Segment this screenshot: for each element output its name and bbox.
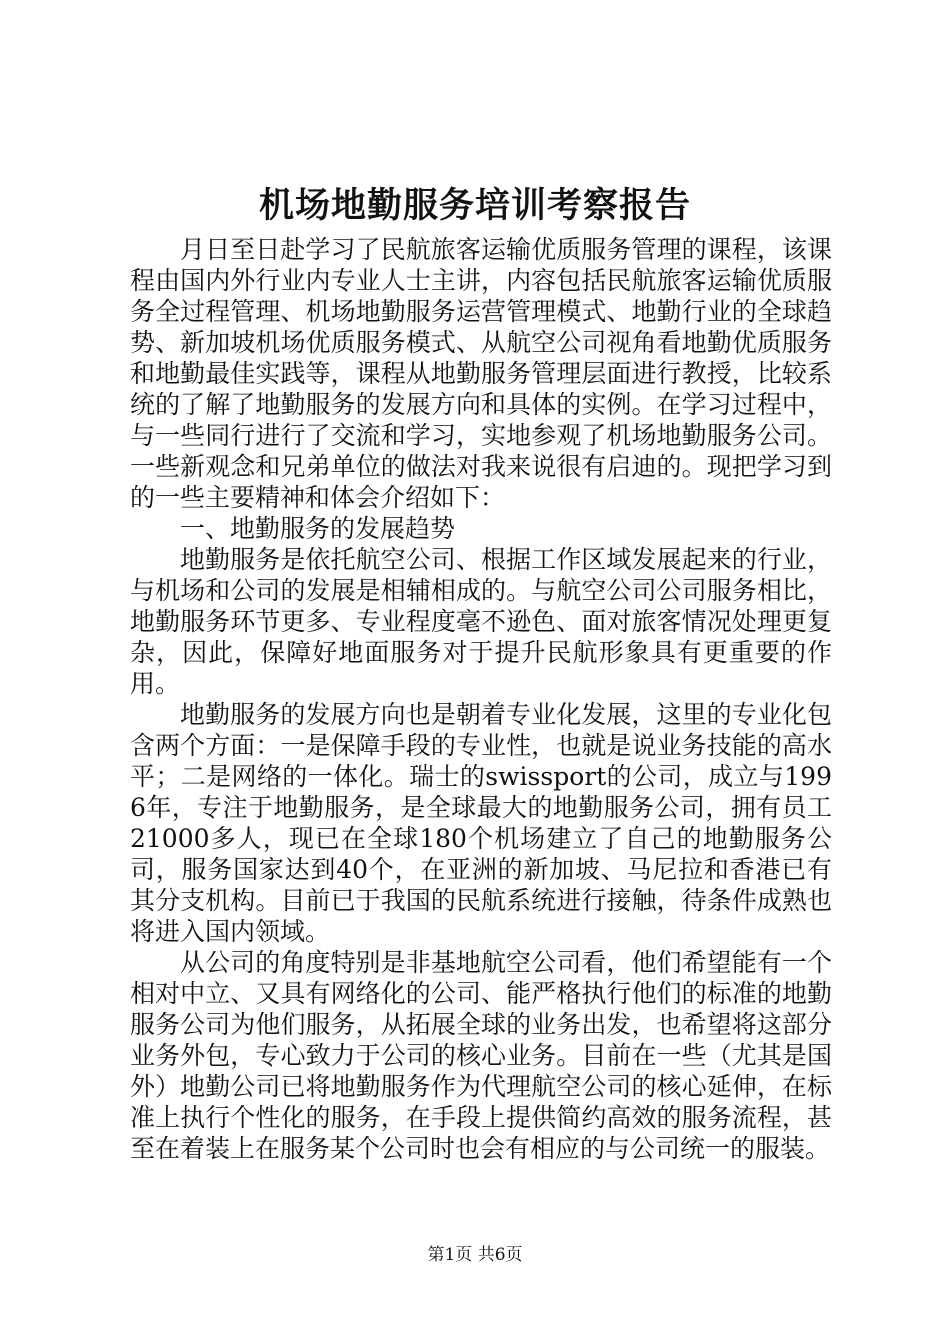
- paragraph-airline-perspective: 从公司的角度特别是非基地航空公司看，他们希望能有一个相对中立、又具有网络化的公司、能严格执行他们的标准的地勤服务公司为他们服务，从拓展全球的业务出发，也希望将这部分业务外包，专心致力于公司的核心业务。目前在一些（尤其是国外）地勤公司已将地勤服务作为代理航空公司的核心延伸，在标准上执行个性化的服务，在手段上提供简约高效的服务流程，甚至在着装上在服务某个公司时也会有相应的与公司统一的服装。: [130, 948, 832, 1163]
- paragraph-specialization: 地勤服务的发展方向也是朝着专业化发展，这里的专业化包含两个方面：一是保障手段的专业性，也就是说业务技能的高水平；二是网络的一体化。瑞士的swissport的公司，成立与1996年，专注于地勤服务，是全球最大的地勤服务公司，拥有员工21000多人，现已在全球180个机场建立了自己的地勤服务公司，服务国家达到40个，在亚洲的新加坡、马尼拉和香港已有其分支机构。目前已于我国的民航系统进行接触，待条件成熟也将进入国内领域。: [130, 700, 832, 946]
- page-number-footer: 第1页 共6页: [427, 1245, 523, 1265]
- paragraph-ground-service-industry: 地勤服务是依托航空公司、根据工作区域发展起来的行业，与机场和公司的发展是相辅相成的。与航空公司公司服务相比，地勤服务环节更多、专业程度毫不逊色、面对旅客情况处理更复杂，因此，保障好地面服务对于提升民航形象具有更重要的作用。: [130, 545, 832, 698]
- document-title: 机场地勤服务培训考察报告: [258, 185, 691, 226]
- document-body: [130, 234, 832, 1164]
- section-heading: 一、地勤服务的发展趋势: [180, 514, 456, 543]
- paragraph-intro: 月日至日赴学习了民航旅客运输优质服务管理的课程，该课程由国内外行业内专业人士主讲，内容包括民航旅客运输优质服务全过程管理、机场地勤服务运营管理模式、地勤行业的全球趋势、新加坡机场优质服务模式、从航空公司视角看地勤优质服务和地勤最佳实践等，课程从地勤服务管理层面进行教授，比较系统的了解了地勤服务的发展方向和具体的实例。在学习过程中，与一些同行进行了交流和学习，实地参观了机场地勤服务公司。一些新观念和兄弟单位的做法对我来说很有启迪的。现把学习到的一些主要精神和体会介绍如下：: [130, 235, 832, 512]
